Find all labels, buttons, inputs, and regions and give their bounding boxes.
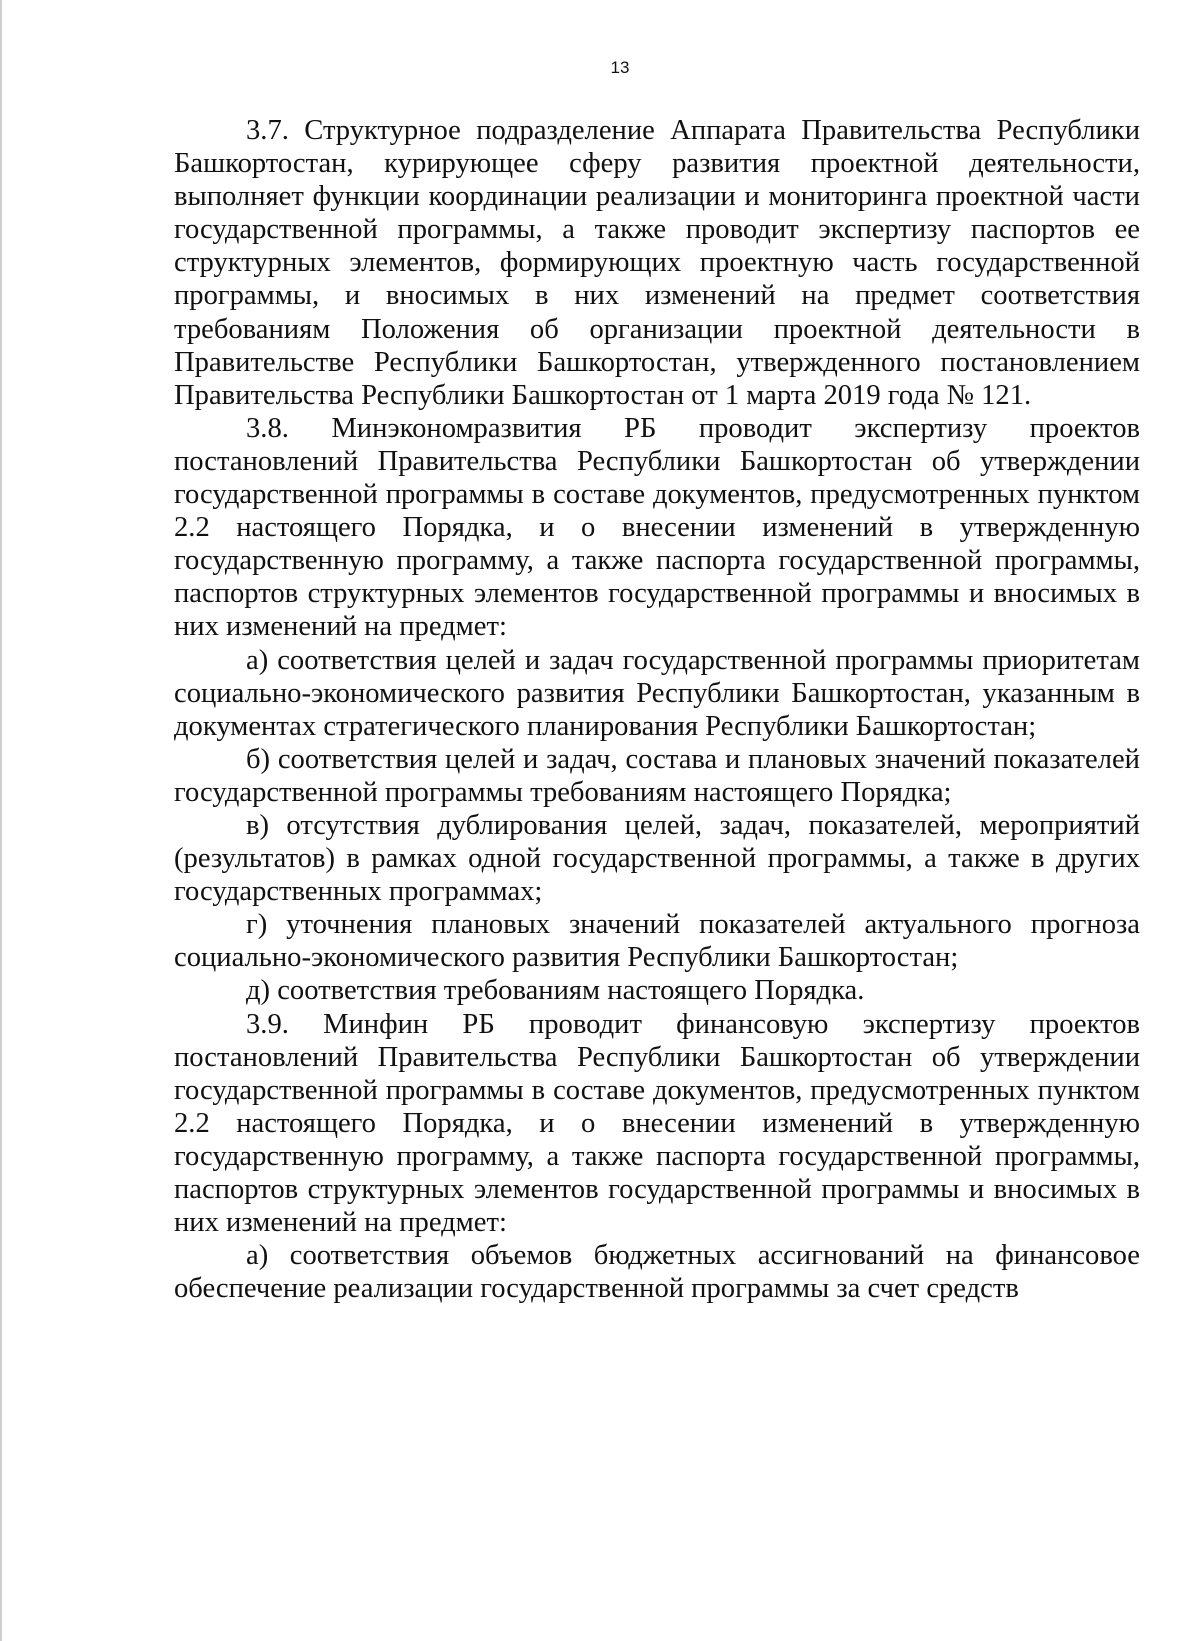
list-item-b: б) соответствия целей и задач, состава и плановых значений показателей государственной программы требованиям настоящего Порядка; [174,743,1140,808]
document-body [174,114,1140,1305]
paragraph-3-7: 3.7. Структурное подразделение Аппарата Правительства Республики Башкортостан, курирующее сферу развития проектной деятельности, выполняет функции координации реализации и мониторинга проектной части государственной программы, а также проводит экспертизу паспортов ее структурных элементов, формирующих проектную часть государственной программы, и вносимых в них изменений на предмет соответствия требованиям Положения об организации проектной деятельности в Правительстве Республики Башкортостан, утвержденного постановлением Правительства Республики Башкортостан от 1 марта 2019 года № 121. [174,115,1140,411]
paragraph-3-9: 3.9. Минфин РБ проводит финансовую экспертизу проектов постановлений Правительства Республики Башкортостан об утверждении государственной программы в составе документов, предусмотренных пунктом 2.2 настоящего Порядка, и о внесении изменений в утвержденную государственную программу, а также паспорта государственной программы, паспортов структурных элементов государственной программы и вносимых в них изменений на предмет: [174,1008,1140,1239]
list-item-g: г) уточнения плановых значений показателей актуального прогноза социально-экономического развития Республики Башкортостан; [174,909,1140,974]
list-item-a-2: а) соответствия объемов бюджетных ассигнований на финансовое обеспечение реализации государственной программы за счет средств [174,1240,1140,1305]
list-item-a: а) соответствия целей и задач государственной программы приоритетам социально-экономического развития Республики Башкортостан, указанным в документах стратегического планирования Республики Башкортостан; [174,644,1140,742]
paragraph-3-8: 3.8. Минэкономразвития РБ проводит экспертизу проектов постановлений Правительства Республики Башкортостан об утверждении государственной программы в составе документов, предусмотренных пунктом 2.2 настоящего Порядка, и о внесении изменений в утвержденную государственную программу, а также паспорта государственной программы, паспортов структурных элементов государственной программы и вносимых в них изменений на предмет: [174,412,1140,643]
scan-left-edge [0,0,2,1641]
list-item-v: в) отсутствия дублирования целей, задач, показателей, мероприятий (результатов) в рамках одной государственной программы, а также в других государственных программах; [174,809,1140,908]
page-number: 13 [610,58,630,77]
list-item-d: д) соответствия требованиям настоящего Порядка. [246,975,865,1007]
